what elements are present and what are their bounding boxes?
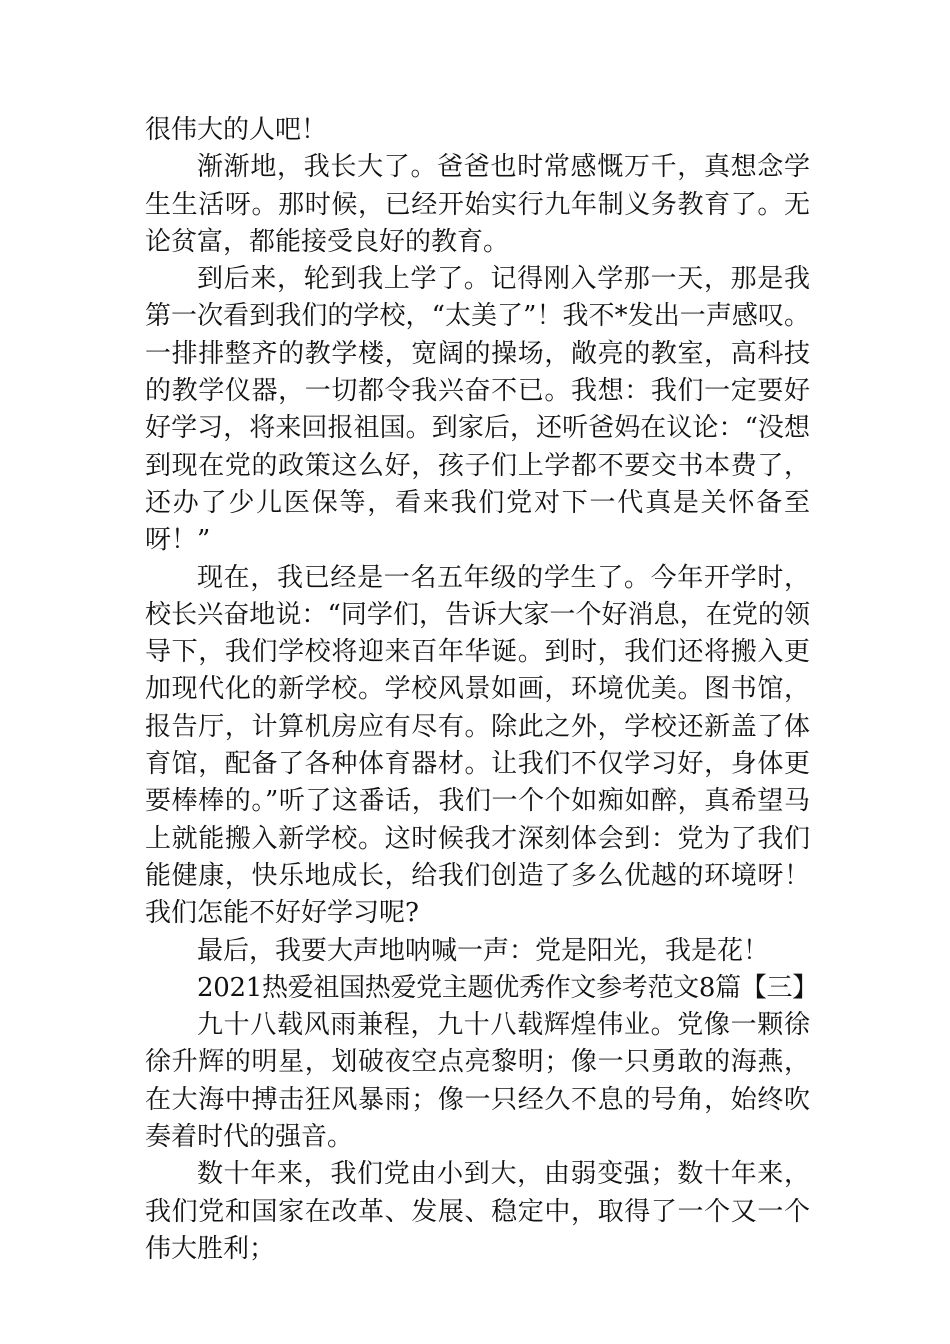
paragraph: 九十八载风雨兼程，九十八载辉煌伟业。党像一颗徐徐升辉的明星，划破夜空点亮黎明；像一只勇敢的海燕，在大海中搏击狂风暴雨；像一只经久不息的号角，始终吹奏着时代的强音。 — [145, 1010, 810, 1153]
document-body — [145, 112, 818, 1268]
paragraph: 数十年来，我们党由小到大，由弱变强；数十年来，我们党和国家在改革、发展、稳定中，取得了一个又一个伟大胜利； — [145, 1159, 810, 1264]
paragraph: 到后来，轮到我上学了。记得刚入学那一天，那是我第一次看到我们的学校，“太美了”！我不*发出一声感叹。一排排整齐的教学楼，宽阔的操场，敞亮的教室，高科技的教学仪器，一切都令我兴奋不已。我想：我们一定要好好学习，将来回报祖国。到家后，还听爸妈在议论：“没想到现在党的政策这么好，孩子们上学都不要交书本费了，还办了少儿医保等，看来我们党对下一代真是关怀备至呀！” — [145, 264, 810, 556]
paragraph: 最后，我要大声地呐喊一声：党是阳光，我是花！ — [197, 935, 770, 966]
paragraph: 现在，我已经是一名五年级的学生了。今年开学时，校长兴奋地说：“同学们，告诉大家一个好消息，在党的领导下，我们学校将迎来百年华诞。到时，我们还将搬入更加现代化的新学校。学校风景如画，环境优美。图书馆，报告厅，计算机房应有尽有。除此之外，学校还新盖了体育馆，配备了各种体育器材。让我们不仅学习好，身体更要棒棒的。”听了这番话，我们一个个如痴如醉，真希望马上就能搬入新学校。这时候我才深刻体会到：党为了我们能健康，快乐地成长，给我们创造了多么优越的环境呀！我们怎能不好好学习呢? — [145, 562, 810, 929]
paragraph-continuation: 很伟大的人吧！ — [145, 115, 328, 145]
paragraph: 渐渐地，我长大了。爸爸也时常感慨万千，真想念学生生活呀。那时候，已经开始实行九年制义务教育了。无论贫富，都能接受良好的教育。 — [145, 152, 810, 257]
section-heading: 2021热爱祖国热爱党主题优秀作文参考范文8篇【三】 — [197, 972, 818, 1003]
